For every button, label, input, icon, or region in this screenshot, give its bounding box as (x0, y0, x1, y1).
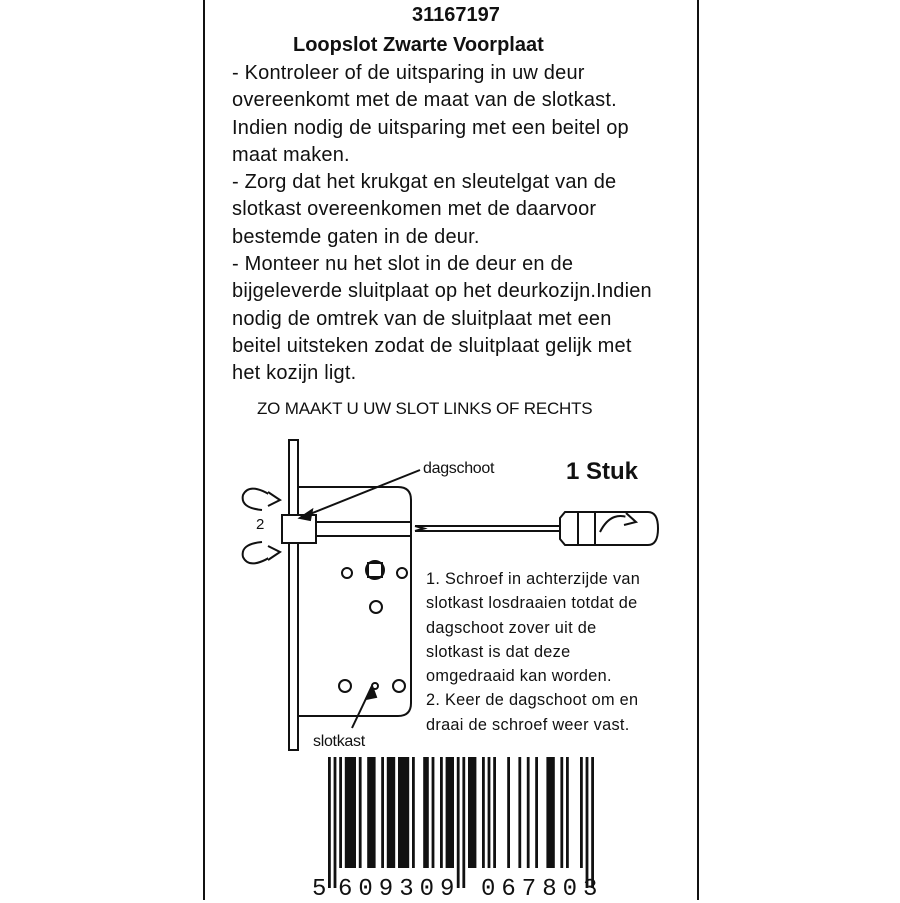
step-line: slotkast is dat deze (426, 642, 571, 661)
step-line: 2. Keer de dagschoot om en (426, 691, 639, 710)
barcode-digits-right: 067803 (481, 876, 604, 903)
instruction-line: beitel uitsteken zodat de sluitplaat gelijk met (232, 334, 632, 357)
barcode-bar (462, 757, 465, 888)
article-number: 31167197 (412, 4, 500, 26)
instruction-line: - Kontroleer of de uitsparing in uw deur (232, 62, 585, 84)
barcode-bar (586, 757, 589, 888)
step-line: draai de schroef weer vast. (426, 715, 630, 734)
barcode-bar (446, 757, 454, 868)
barcode-bar (488, 757, 491, 868)
lock-case-label: slotkast (313, 733, 365, 750)
rotation-number: 2 (256, 516, 265, 533)
barcode-bar (381, 757, 384, 868)
barcode-bar (432, 757, 435, 868)
barcode-bar (468, 757, 476, 868)
barcode-bar (493, 757, 496, 868)
instruction-line: nodig de omtrek van de sluitplaat met een (232, 307, 612, 330)
barcode-bar (546, 757, 554, 868)
barcode-bar (328, 757, 331, 888)
barcode-bar (412, 757, 415, 868)
barcode-bar (482, 757, 485, 868)
step-line: slotkast losdraaien totdat de (426, 594, 638, 613)
instruction-line: overeenkomt met de maat van de slotkast. (232, 89, 617, 112)
barcode-bar (334, 757, 337, 888)
barcode-bar (560, 757, 563, 868)
barcode-bar (423, 757, 429, 868)
barcode-bar (580, 757, 583, 868)
barcode-bar (398, 757, 409, 868)
barcode-bar (518, 757, 521, 868)
barcode-bar (591, 757, 594, 888)
barcode-bar (507, 757, 510, 868)
instruction-line: Indien nodig de uitsparing met een beitel op (232, 116, 629, 139)
barcode-bar (339, 757, 342, 868)
barcode-bar (387, 757, 395, 868)
barcode-bar (367, 757, 375, 868)
barcode-bar (359, 757, 362, 868)
instruction-line: maat maken. (232, 143, 350, 166)
instruction-line: bijgeleverde sluitplaat op het deurkozijn.Indien (232, 280, 652, 303)
step-line: dagschoot zover uit de (426, 618, 597, 637)
product-title: Loopslot Zwarte Voorplaat (293, 34, 544, 56)
barcode-bar (345, 757, 356, 868)
barcode-bar (535, 757, 538, 868)
barcode-digit-first: 5 (312, 876, 327, 903)
quantity-label: 1 Stuk (566, 458, 639, 485)
instruction-line: het kozijn ligt. (232, 362, 357, 385)
barcode-bar (440, 757, 443, 868)
instruction-line: slotkast overeenkomen met de daarvoor (232, 198, 597, 221)
barcode-digits-left: 609309 (338, 876, 461, 903)
step-line: 1. Schroef in achterzijde van (426, 570, 641, 588)
instruction-line: - Monteer nu het slot in de deur en de (232, 253, 574, 276)
barcode-bar (527, 757, 530, 868)
latch-label: dagschoot (423, 460, 495, 477)
instruction-line: bestemde gaten in de deur. (232, 225, 480, 248)
instruction-line: - Zorg dat het krukgat en sleutelgat van de (232, 171, 617, 194)
diagram-heading: ZO MAAKT U UW SLOT LINKS OF RECHTS (257, 399, 593, 418)
barcode-bar (457, 757, 460, 888)
barcode-bar (566, 757, 569, 868)
step-line: omgedraaid kan worden. (426, 667, 612, 686)
